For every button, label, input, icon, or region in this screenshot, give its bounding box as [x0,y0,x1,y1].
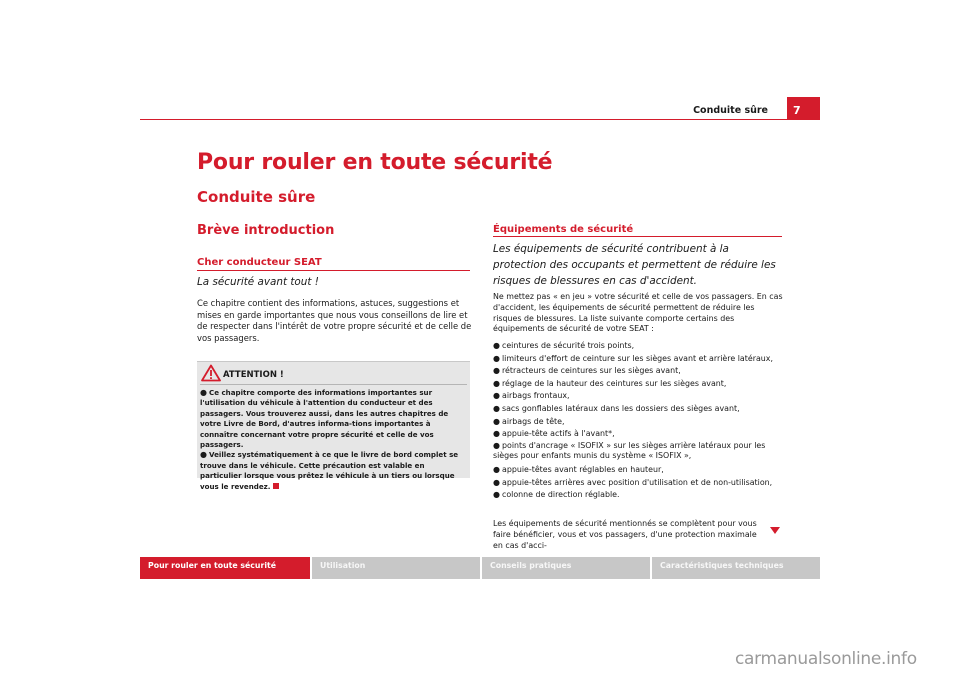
page-number: 7 [787,97,820,120]
bullet-icon: ● [493,378,500,388]
bullet-icon: ● [200,388,207,397]
right-closing: Les équipements de sécurité mentionnés se complètent pour vous faire bénéficier, vous et vos passagers, d'une protection maximale en cas d'acci- [493,519,757,550]
bullet-icon: ● [493,391,500,401]
safety-equipment-list [493,340,783,502]
attention-item: ● Veillez systématiquement à ce que le livre de bord complet se trouve dans le véhicule. Cette précaution est valable en particulier lorsque vous prêtez le véhicule à un tiers ou lorsque vous le revendez. [200,450,459,491]
bullet-icon: ● [493,341,500,350]
right-section-title: Équipements de sécurité [493,224,634,235]
running-header-title: Conduite sûre [693,105,768,116]
right-body: Ne mettez pas « en jeu » votre sécurité et celle de vos passagers. En cas d'accident, les équipements de sécurité permettent de réduire les risques de blessures. La liste suivante comporte certains des équipements de sécurité de votre SEAT : [493,292,783,334]
continue-arrow-icon [769,524,781,536]
attention-item: ● Ce chapitre comporte des informations importantes sur l'utilisation du véhicule à l'attention du conducteur et des passagers. Vous trouverez aussi, dans les autres chapitres de votre Livre de Bord, d'autres informa-tions importantes à connaître concernant votre propre sécurité et celle de vos passagers. [200,388,449,450]
bullet-icon: ● [493,440,500,450]
tab-utilisation[interactable]: Utilisation [312,557,480,579]
tab-caracteristiques[interactable]: Caractéristiques techniques [652,557,820,579]
list-item: ● réglage de la hauteur des ceintures sur les sièges avant, [493,378,727,388]
attention-title: ATTENTION ! [223,370,284,380]
left-body: Ce chapitre contient des informations, astuces, suggestions et mises en garde importantes que nous vous conseillons de lire et de respecter dans l'intérêt de votre propre sécurité et de celle de vos passagers. [197,298,472,343]
subsection-heading: Brève introduction [197,223,335,238]
watermark: carmanualsonline.info [735,649,917,669]
attention-box [197,361,470,491]
bullet-icon: ● [200,450,207,460]
left-section-title: Cher conducteur SEAT [197,257,322,268]
header-rule [140,119,820,120]
bullet-icon: ● [493,353,500,363]
list-item: ● appuie-têtes arrières avec position d'utilisation et de non-utilisation, [493,477,773,487]
list-item: ● appuie-têtes avant réglables en hauteur, [493,464,664,474]
list-item: ● rétracteurs de ceintures sur les sièges avant, [493,366,681,376]
list-item: ● points d'ancrage « ISOFIX » sur les sièges arrière latéraux pour les sièges pour enfants munis du système « ISOFIX », [493,440,766,461]
attention-text [200,388,468,492]
list-item: ● limiteurs d'effort de ceinture sur les sièges avant et arrière latéraux, [493,353,773,363]
bullet-icon: ● [493,477,500,487]
list-item: ● colonne de direction réglable. [493,490,620,500]
list-item: ● appuie-tête actifs à l'avant*, [493,429,615,439]
footer-navigation [140,557,820,579]
bullet-icon: ● [493,403,500,413]
bullet-icon: ● [493,366,500,376]
section-heading: Conduite sûre [197,188,316,206]
left-section-rule [197,270,470,271]
right-section-rule [493,236,782,237]
bullet-icon: ● [493,464,500,474]
list-item: ● airbags de tête, [493,416,565,426]
list-item: ● ceintures de sécurité trois points, [493,341,635,350]
left-lead: La sécurité avant tout ! [197,276,319,288]
right-lead: Les équipements de sécurité contribuent à la protection des occupants et permettent de réduire les risques de blessures en cas d'accident. [493,243,776,287]
end-of-section-icon [273,483,279,489]
chapter-heading: Pour rouler en toute sécurité [197,150,553,175]
attention-rule [200,384,467,385]
list-item: ● airbags frontaux, [493,391,570,401]
bullet-icon: ● [493,416,500,426]
list-item: ● sacs gonflables latéraux dans les dossiers des sièges avant, [493,403,740,413]
bullet-icon: ● [493,490,500,500]
tab-conseils-pratiques[interactable]: Conseils pratiques [482,557,650,579]
bullet-icon: ● [493,429,500,439]
warning-triangle-icon [201,364,221,382]
tab-pour-rouler[interactable]: Pour rouler en toute sécurité [140,557,310,579]
